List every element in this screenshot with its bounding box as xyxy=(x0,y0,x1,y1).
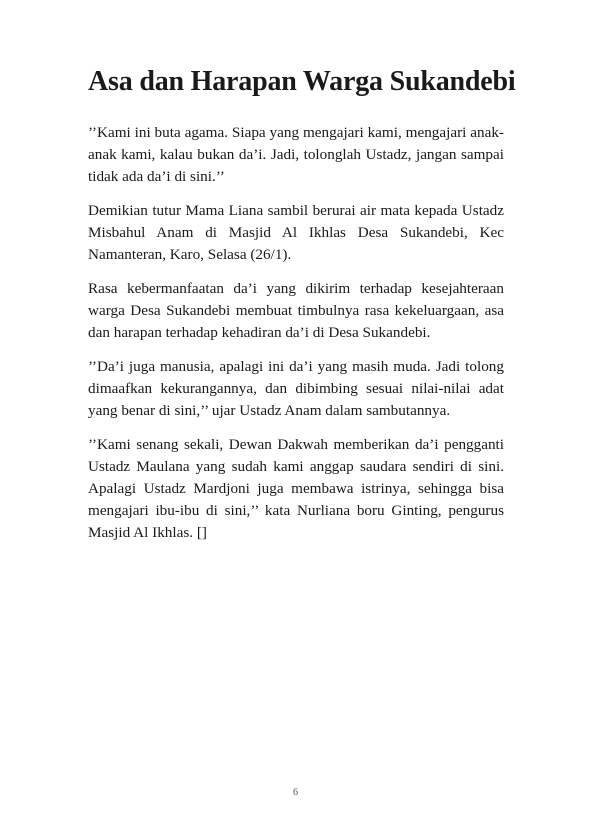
paragraph-3: Rasa kebermanfaatan da’i yang dikirim terhadap kesejahteraan warga Desa Sukandebi membuat timbulnya rasa kekeluargaan, asa dan harapan terhadap kehadiran da’i di Desa Sukandebi. xyxy=(88,280,504,341)
paragraph-1: ’’Kami ini buta agama. Siapa yang mengajari kami, mengajari anak-anak kami, kalau bukan da’i. Jadi, tolonglah Ustadz, jangan sampai tidak ada da’i di sini.’’ xyxy=(88,124,504,185)
article-body xyxy=(88,122,504,556)
paragraph-5: ’’Kami senang sekali, Dewan Dakwah memberikan da’i pengganti Ustadz Maulana yang sudah kami anggap saudara sendiri di sini. Apalagi Ustadz Mardjoni juga membawa istrinya, sehingga bisa mengajari ibu-ibu di sini,’’ kata Nurliana boru Ginting, pengurus Masjid Al Ikhlas. [] xyxy=(88,436,504,541)
paragraph-2: Demikian tutur Mama Liana sambil berurai air mata kepada Ustadz Misbahul Anam di Masjid Al Ikhlas Desa Sukandebi, Kec Namanteran, Karo, Selasa (26/1). xyxy=(88,202,504,263)
page-number: 6 xyxy=(293,787,298,798)
article-title: Asa dan Harapan Warga Sukandebi xyxy=(88,66,516,97)
paragraph-4: ’’Da’i juga manusia, apalagi ini da’i yang masih muda. Jadi tolong dimaafkan kekurangannya, dan dibimbing sesuai nilai-nilai adat yang benar di sini,’’ ujar Ustadz Anam dalam sambutannya. xyxy=(88,358,504,419)
